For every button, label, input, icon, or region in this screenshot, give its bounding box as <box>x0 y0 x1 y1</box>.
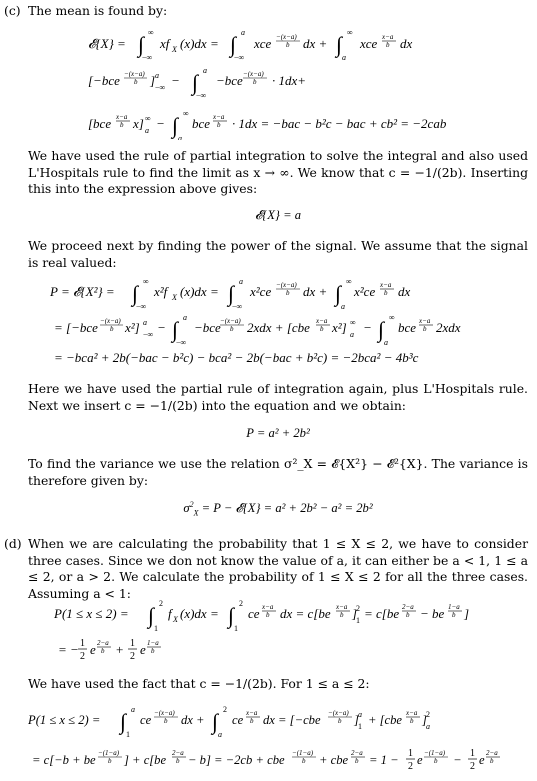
svg-text:−(x−a): −(x−a) <box>276 33 297 41</box>
svg-text:a: a <box>426 722 430 731</box>
svg-text:b: b <box>434 757 438 765</box>
svg-text:1: 1 <box>408 748 413 759</box>
svg-text:+ cbe: + cbe <box>319 753 349 767</box>
svg-text:a: a <box>384 338 388 347</box>
text-carrier <box>0 0 1 1</box>
svg-text:b: b <box>176 757 180 765</box>
svg-text:b: b <box>490 757 494 765</box>
svg-text:b: b <box>302 757 306 765</box>
section-c-paragraph-3: Here we have used the partial rule of integration again, plus L'Hospitals rule. Next we insert c = −1/(2b) into the equation and we obtain: <box>28 381 528 413</box>
svg-text:−(x−a): −(x−a) <box>220 317 241 325</box>
svg-text:2−a: 2−a <box>172 749 184 757</box>
svg-text:b: b <box>250 717 254 725</box>
svg-text:−: − <box>158 320 166 335</box>
svg-text:2: 2 <box>356 604 360 613</box>
svg-text:1−a: 1−a <box>448 603 460 611</box>
svg-text:∞: ∞ <box>346 277 352 286</box>
svg-text:−bce: −bce <box>216 73 243 88</box>
svg-text:a: a <box>143 318 147 327</box>
svg-text:− b] = −2cb + cbe: − b] = −2cb + cbe <box>188 753 285 767</box>
svg-text:dx +: dx + <box>181 713 205 727</box>
svg-text:−(x−a): −(x−a) <box>243 70 264 78</box>
svg-text:a: a <box>183 313 187 322</box>
svg-text:b: b <box>110 325 114 333</box>
svg-text:1−a: 1−a <box>147 639 159 647</box>
svg-text:x²f: x²f <box>154 284 168 299</box>
section-c-paragraph-4: To find the variance we use the relation σ²_X = 𝓔{X²} − 𝓔²{X}. The variance is therefore given by: <box>28 456 528 488</box>
svg-text:a: a <box>358 710 362 719</box>
svg-text:2−a: 2−a <box>402 603 414 611</box>
svg-text:a: a <box>178 134 182 140</box>
mean-equation <box>80 22 530 140</box>
svg-text:b: b <box>164 717 168 725</box>
svg-text:2: 2 <box>223 705 227 714</box>
svg-text:−(1−a): −(1−a) <box>98 749 120 757</box>
svg-text:x−a: x−a <box>380 281 392 289</box>
section-d-paragraph-1: When we are calculating the probability that 1 ≤ X ≤ 2, we have to consider three cases. Since we don not know the value of a, it can either be a < 1, 1 ≤ a ≤ 2, or a > 2. We calculate the probability of 1 ≤ X ≤ 2 for all the three cases. Assuming a < 1: <box>28 536 528 601</box>
svg-text:−∞: −∞ <box>196 91 207 100</box>
svg-text:]: ] <box>464 606 470 621</box>
svg-text:b: b <box>120 121 124 129</box>
svg-text:− be: − be <box>420 606 445 621</box>
mean-result: 𝓔{X} = a <box>254 208 302 222</box>
svg-text:2: 2 <box>130 651 135 662</box>
svg-text:]: ] <box>354 713 359 727</box>
svg-text:xce: xce <box>360 36 378 51</box>
svg-text:−(x−a): −(x−a) <box>154 709 175 717</box>
svg-text:x−a: x−a <box>382 33 394 41</box>
svg-text:b: b <box>340 611 344 619</box>
svg-text:−∞: −∞ <box>136 302 147 311</box>
svg-text:∞: ∞ <box>143 277 149 286</box>
svg-text:b: b <box>410 717 414 725</box>
svg-text:a: a <box>241 28 245 37</box>
svg-text:−bce: −bce <box>194 320 221 335</box>
svg-text:b: b <box>108 757 112 765</box>
svg-text:−: − <box>454 753 462 767</box>
svg-text:2−a: 2−a <box>97 639 109 647</box>
svg-text:a: a <box>131 705 135 714</box>
svg-text:e: e <box>479 753 485 767</box>
svg-text:−: − <box>172 73 180 88</box>
svg-text:∫: ∫ <box>212 709 219 734</box>
svg-text:−∞: −∞ <box>142 53 153 62</box>
svg-text:−∞: −∞ <box>176 338 187 347</box>
svg-text:x²ce: x²ce <box>354 284 376 299</box>
svg-text:∫: ∫ <box>138 32 145 57</box>
svg-text:2: 2 <box>470 761 475 772</box>
svg-text:b: b <box>452 611 456 619</box>
svg-text:x²]: x²] <box>332 320 347 335</box>
section-c-label: (c) <box>4 3 21 18</box>
svg-text:∫: ∫ <box>172 113 179 138</box>
svg-text:(x)dx =: (x)dx = <box>180 606 219 621</box>
svg-text:2: 2 <box>239 599 243 608</box>
svg-text:∫: ∫ <box>148 603 155 628</box>
svg-text:(x)dx =: (x)dx = <box>180 284 219 299</box>
svg-text:∞: ∞ <box>389 313 395 322</box>
svg-text:· 1dx+: · 1dx+ <box>272 73 307 88</box>
svg-text:1: 1 <box>470 748 475 759</box>
svg-text:a: a <box>218 730 222 739</box>
svg-text:= −: = − <box>58 642 79 657</box>
svg-text:∫: ∫ <box>335 281 342 306</box>
svg-text:ce: ce <box>248 606 260 621</box>
svg-text:1: 1 <box>356 616 360 625</box>
svg-text:∫: ∫ <box>172 317 179 342</box>
svg-text:−(x−a): −(x−a) <box>124 70 145 78</box>
svg-text:1: 1 <box>126 730 130 739</box>
svg-text:P = 𝓔{X²} =: P = 𝓔{X²} = <box>50 284 115 299</box>
svg-text:a: a <box>342 53 346 62</box>
svg-text:∞: ∞ <box>183 109 189 118</box>
svg-text:∞: ∞ <box>350 318 356 327</box>
svg-text:b: b <box>253 78 257 86</box>
svg-text:f: f <box>168 606 172 621</box>
svg-text:x−a: x−a <box>419 317 431 325</box>
svg-text:b: b <box>266 611 270 619</box>
svg-text:b: b <box>423 325 427 333</box>
svg-text:= c[be: = c[be <box>364 606 400 621</box>
svg-text:ce: ce <box>140 713 152 727</box>
svg-text:b: b <box>338 717 342 725</box>
svg-text:−(x−a): −(x−a) <box>328 709 349 717</box>
section-c-paragraph-2: We proceed next by finding the power of the signal. We assume that the signal is real valued: <box>28 238 528 270</box>
svg-text:ce: ce <box>232 713 244 727</box>
svg-text:= 1 −: = 1 − <box>369 753 399 767</box>
svg-text:a: a <box>341 302 345 311</box>
svg-text:dx +: dx + <box>303 36 328 51</box>
svg-text:−∞: −∞ <box>155 83 166 92</box>
power-result: P = a² + 2b² <box>246 426 310 440</box>
svg-text:a: a <box>155 71 159 80</box>
svg-text:∞: ∞ <box>347 28 353 37</box>
svg-text:2−a: 2−a <box>486 749 498 757</box>
svg-text:∫: ∫ <box>120 709 127 734</box>
svg-text:b: b <box>134 78 138 86</box>
svg-text:b: b <box>320 325 324 333</box>
svg-text:a: a <box>239 277 243 286</box>
svg-text:bce: bce <box>398 320 417 335</box>
svg-text:x−a: x−a <box>336 603 348 611</box>
svg-text:−: − <box>364 320 372 335</box>
svg-text:1: 1 <box>358 722 362 731</box>
svg-text:b: b <box>355 757 359 765</box>
section-d-paragraph-2: We have used the fact that c = −1/(2b). For 1 ≤ a ≤ 2: <box>28 676 370 691</box>
svg-text:· 1dx = −bac − b²c − bac + cb²: · 1dx = −bac − b²c − bac + cb² = −2cab <box>232 116 447 131</box>
svg-text:−(x−a): −(x−a) <box>276 281 297 289</box>
svg-text:1: 1 <box>234 624 238 633</box>
svg-text:e: e <box>417 753 423 767</box>
svg-text:∫: ∫ <box>132 281 139 306</box>
svg-text:−(x−a): −(x−a) <box>100 317 121 325</box>
svg-text:dx +: dx + <box>303 284 328 299</box>
svg-text:∫: ∫ <box>228 603 235 628</box>
section-c-paragraph-1: We have used the rule of partial integration to solve the integral and also used L'Hospitals rule to find the limit as x → ∞. We know that c = −1/(2b). Inserting this into the expression above gives: <box>28 148 528 197</box>
section-c-intro: The mean is found by: <box>28 3 168 18</box>
svg-text:X: X <box>173 615 178 624</box>
section-d-label: (d) <box>4 536 22 551</box>
svg-text:−∞: −∞ <box>143 330 154 339</box>
svg-text:b: b <box>101 647 105 655</box>
svg-text:a: a <box>145 126 149 135</box>
svg-text:]: ] <box>422 713 427 727</box>
svg-text:𝓔{X} =: 𝓔{X} = <box>88 36 126 51</box>
svg-text:x−a: x−a <box>116 113 128 121</box>
svg-text:X: X <box>172 293 177 302</box>
svg-text:dx: dx <box>400 36 413 51</box>
svg-text:∞: ∞ <box>148 28 154 37</box>
svg-text:−(1−a): −(1−a) <box>424 749 446 757</box>
svg-text:+ [cbe: + [cbe <box>368 713 403 727</box>
svg-text:b: b <box>286 41 290 49</box>
svg-text:dx: dx <box>398 284 411 299</box>
svg-text:∞: ∞ <box>145 114 151 123</box>
svg-text:e: e <box>140 642 146 657</box>
svg-text:P(1 ≤ x ≤ 2) =: P(1 ≤ x ≤ 2) = <box>28 713 101 727</box>
svg-text:]: ] <box>150 73 156 88</box>
svg-text:[bce: [bce <box>88 116 112 131</box>
svg-text:∫: ∫ <box>228 281 235 306</box>
svg-text:1: 1 <box>154 624 158 633</box>
svg-text:b: b <box>386 41 390 49</box>
svg-text:−: − <box>157 116 165 131</box>
svg-text:2xdx + [cbe: 2xdx + [cbe <box>247 320 310 335</box>
svg-text:b: b <box>151 647 155 655</box>
svg-text:2−a: 2−a <box>351 749 363 757</box>
svg-text:∫: ∫ <box>192 70 199 95</box>
svg-text:P(1 ≤ x ≤ 2) =: P(1 ≤ x ≤ 2) = <box>54 606 129 621</box>
svg-text:+: + <box>116 642 124 657</box>
probability-equation-1 <box>52 596 532 662</box>
svg-text:2: 2 <box>80 651 85 662</box>
svg-text:b: b <box>217 121 221 129</box>
svg-text:(x)dx =: (x)dx = <box>180 36 219 51</box>
probability-equation-2 <box>26 700 536 780</box>
svg-text:1: 1 <box>80 638 85 649</box>
svg-text:b: b <box>384 289 388 297</box>
svg-text:2xdx: 2xdx <box>436 320 461 335</box>
svg-text:∫: ∫ <box>378 317 385 342</box>
svg-text:x−a: x−a <box>213 113 225 121</box>
svg-text:dx = c[be: dx = c[be <box>280 606 331 621</box>
svg-text:x−a: x−a <box>406 709 418 717</box>
svg-text:∫: ∫ <box>230 32 237 57</box>
svg-text:2: 2 <box>408 761 413 772</box>
svg-text:2: 2 <box>426 710 430 719</box>
mean-eq-line-1-text <box>0 0 1 1</box>
svg-text:]: ] <box>352 606 358 621</box>
svg-text:xce: xce <box>254 36 272 51</box>
svg-text:a: a <box>350 330 354 339</box>
svg-text:x²ce: x²ce <box>250 284 272 299</box>
svg-text:∫: ∫ <box>336 32 343 57</box>
svg-text:[−bce: [−bce <box>88 73 120 88</box>
power-equation <box>48 274 533 370</box>
svg-text:xf: xf <box>160 36 170 51</box>
svg-text:b: b <box>230 325 234 333</box>
svg-text:= c[−b + be: = c[−b + be <box>32 753 96 767</box>
svg-text:x²]: x²] <box>125 320 140 335</box>
svg-text:= −bca² + 2b(−bac − b²c) − bca: = −bca² + 2b(−bac − b²c) − bca² − 2b(−bac + b²c) = −2bca² − 4b³c <box>54 350 419 365</box>
svg-text:dx = [−cbe: dx = [−cbe <box>263 713 321 727</box>
svg-text:x−a: x−a <box>246 709 258 717</box>
svg-text:b: b <box>286 289 290 297</box>
svg-text:2: 2 <box>159 599 163 608</box>
svg-text:−∞: −∞ <box>232 302 243 311</box>
svg-text:x−a: x−a <box>316 317 328 325</box>
svg-text:x]: x] <box>133 116 144 131</box>
svg-text:X: X <box>172 45 177 54</box>
svg-text:1: 1 <box>130 638 135 649</box>
svg-text:−∞: −∞ <box>234 53 245 62</box>
svg-text:−(1−a): −(1−a) <box>292 749 314 757</box>
svg-text:] + c[be: ] + c[be <box>124 753 167 767</box>
svg-text:b: b <box>406 611 410 619</box>
svg-text:bce: bce <box>192 116 211 131</box>
svg-text:= [−bce: = [−bce <box>54 320 98 335</box>
svg-text:a: a <box>203 66 207 75</box>
svg-text:e: e <box>90 642 96 657</box>
variance-result: $\sigma^2_X = P$ − 𝓔{X} = a² + 2b² − a² = 2b² <box>183 500 373 518</box>
svg-text:x−a: x−a <box>262 603 274 611</box>
